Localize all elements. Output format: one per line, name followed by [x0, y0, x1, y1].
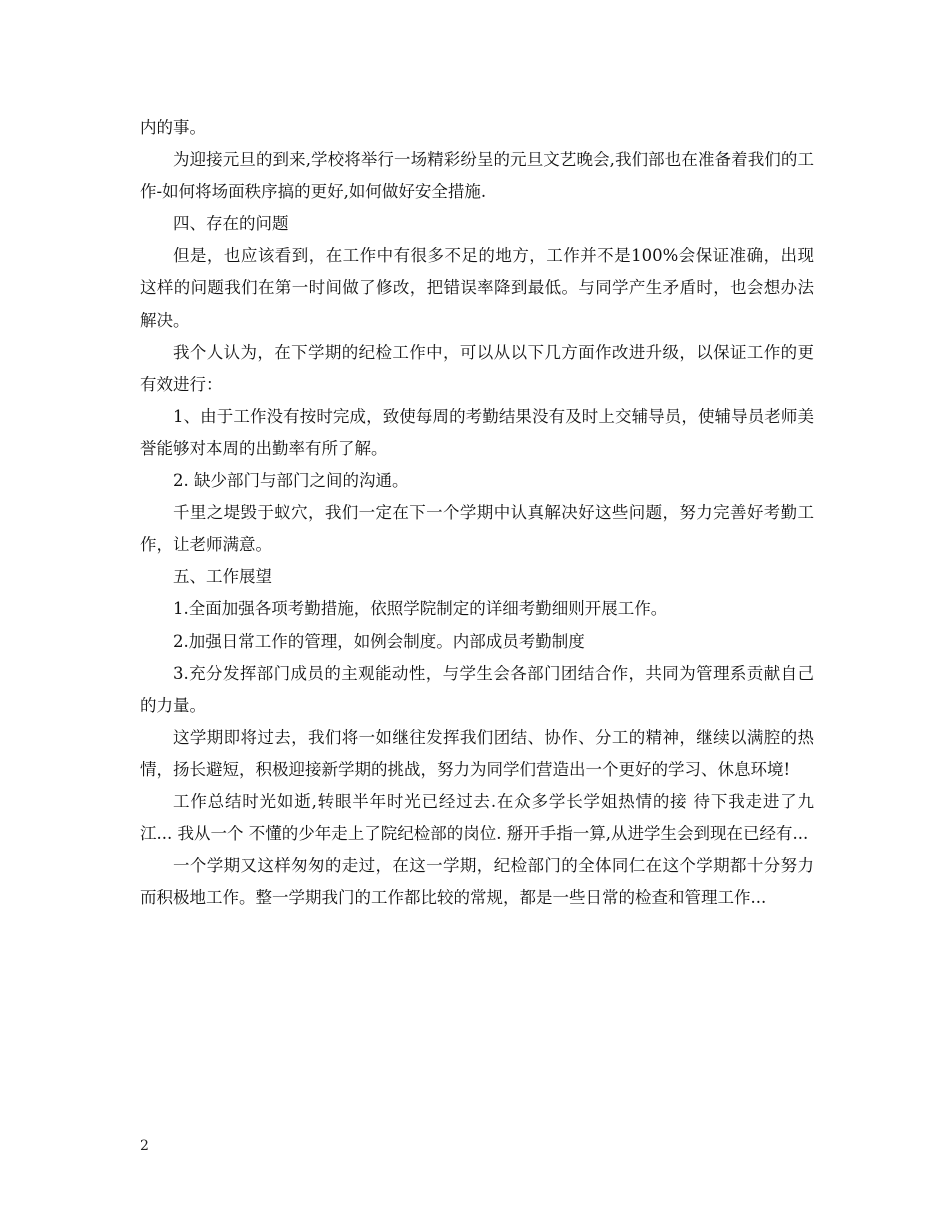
list-item: 2. 缺少部门与部门之间的沟通。: [173, 471, 409, 491]
list-item: 3.充分发挥部门成员的主观能动性，与学生会各部门团结合作，共同为管理系贡献自己的力量。: [140, 663, 814, 715]
paragraph: 工作总结时光如逝,转眼半年时光已经过去.在众多学长学姐热情的接 待下我走进了九江... 我从一个 不懂的少年走上了院纪检部的岗位. 掰开手指一算,从进学生会到现在已经有...: [140, 791, 814, 844]
list-item: 1、由于工作没有按时完成，致使每周的考勤结果没有及时上交辅导员，使辅导员老师美誉能够对本周的出勤率有所了解。: [140, 406, 814, 458]
paragraph: 这学期即将过去，我们将一如继往发挥我们团结、协作、分工的精神，继续以满腔的热情，扬长避短，积极迎接新学期的挑战，努力为同学们营造出一个更好的学习、休息环境!: [140, 727, 814, 779]
section-heading: 四、存在的问题: [173, 214, 289, 234]
paragraph: 千里之堤毁于蚁穴，我们一定在下一个学期中认真解决好这些问题，努力完善好考勤工作，让老师满意。: [140, 503, 814, 555]
paragraph: 但是，也应该看到，在工作中有很多不足的地方，工作并不是100%会保证准确，出现这样的问题我们在第一时间做了修改，把错误率降到最低。与同学产生矛盾时，也会想办法解决。: [140, 246, 814, 330]
paragraph: 为迎接元旦的到来,学校将举行一场精彩纷呈的元旦文艺晚会,我们部也在准备着我们的工作-如何将场面秩序搞的更好,如何做好安全措施.: [140, 150, 814, 202]
document-body: [140, 112, 814, 914]
list-item: 2.加强日常工作的管理，如例会制度。内部成员考勤制度: [173, 631, 585, 651]
paragraph: 我个人认为，在下学期的纪检工作中，可以从以下几方面作改进升级，以保证工作的更有效进行：: [140, 342, 814, 394]
paragraph: 内的事。: [140, 118, 206, 137]
page-number: 2: [140, 1138, 149, 1154]
section-heading: 五、工作展望: [173, 567, 272, 587]
list-item: 1.全面加强各项考勤措施，依照学院制定的详细考勤细则开展工作。: [173, 599, 668, 619]
paragraph: 一个学期又这样匆匆的走过，在这一学期，纪检部门的全体同仁在这个学期都十分努力而积极地工作。整一学期我门的工作都比较的常规，都是一些日常的检查和管理工作...: [140, 856, 814, 908]
